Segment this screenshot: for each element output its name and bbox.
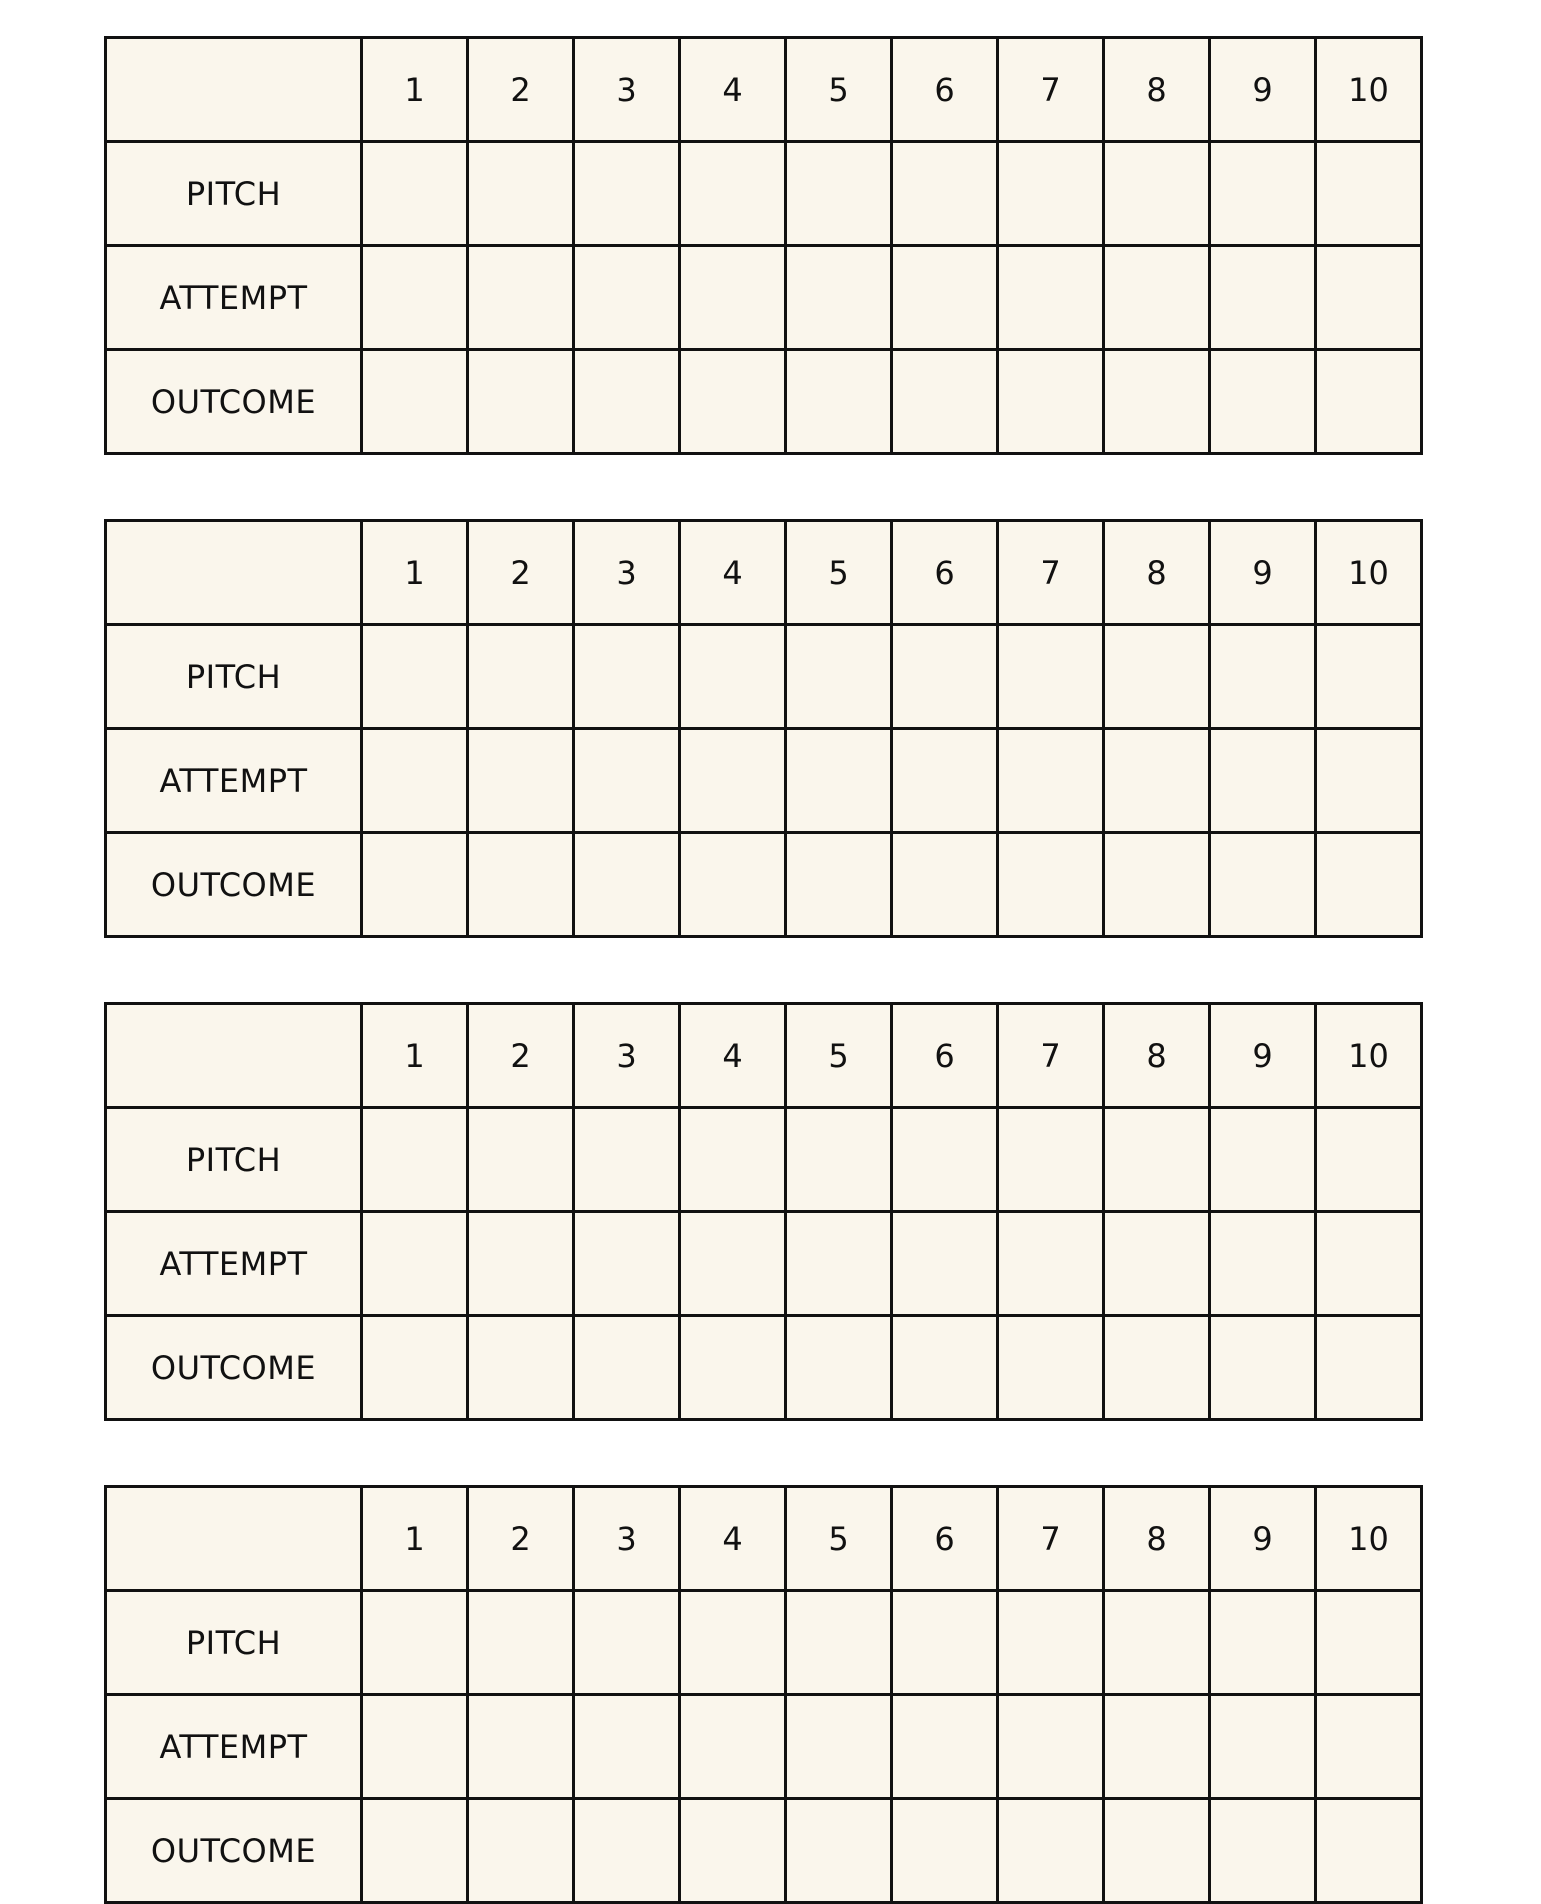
entry-cell[interactable] [1104,246,1210,350]
entry-cell[interactable] [574,729,680,833]
row-attempt [106,1695,1422,1799]
entry-cell[interactable] [574,833,680,937]
entry-cell[interactable] [362,142,468,246]
column-number: 4 [680,38,786,142]
entry-cell[interactable] [998,625,1104,729]
column-number: 7 [998,1487,1104,1591]
entry-cell[interactable] [892,1591,998,1695]
entry-cell[interactable] [786,1799,892,1903]
entry-cell[interactable] [786,1108,892,1212]
entry-cell[interactable] [786,350,892,454]
column-number: 2 [468,1004,574,1108]
entry-cell[interactable] [1210,142,1316,246]
entry-cell[interactable] [1210,625,1316,729]
row-label: ATTEMPT [106,729,362,833]
column-number: 6 [892,38,998,142]
entry-cell[interactable] [680,1591,786,1695]
column-number: 3 [574,521,680,625]
entry-cell[interactable] [1316,625,1422,729]
entry-cell[interactable] [574,350,680,454]
entry-cell[interactable] [1104,1212,1210,1316]
entry-cell[interactable] [1316,142,1422,246]
row-pitch [106,1108,1422,1212]
entry-cell[interactable] [1104,833,1210,937]
entry-cell[interactable] [574,1108,680,1212]
entry-cell[interactable] [786,246,892,350]
column-number: 8 [1104,1004,1210,1108]
entry-cell[interactable] [574,246,680,350]
row-outcome [106,350,1422,454]
score-table [104,519,1423,938]
entry-cell[interactable] [1210,1591,1316,1695]
entry-cell[interactable] [1210,833,1316,937]
entry-cell[interactable] [574,1212,680,1316]
row-label: OUTCOME [106,350,362,454]
row-label: PITCH [106,1591,362,1695]
header-row [106,521,1422,625]
entry-cell[interactable] [998,246,1104,350]
entry-cell[interactable] [892,246,998,350]
row-outcome [106,1316,1422,1420]
entry-cell[interactable] [892,833,998,937]
column-number: 4 [680,1004,786,1108]
entry-cell[interactable] [680,1695,786,1799]
entry-cell[interactable] [1104,142,1210,246]
entry-cell[interactable] [574,625,680,729]
entry-cell[interactable] [362,246,468,350]
entry-cell[interactable] [1104,1316,1210,1420]
entry-cell[interactable] [1210,1108,1316,1212]
column-number: 2 [468,521,574,625]
column-number: 7 [998,521,1104,625]
entry-cell[interactable] [1316,1799,1422,1903]
column-number: 2 [468,1487,574,1591]
column-number: 5 [786,1004,892,1108]
entry-cell[interactable] [892,729,998,833]
entry-cell[interactable] [574,142,680,246]
column-number: 9 [1210,521,1316,625]
entry-cell[interactable] [680,729,786,833]
header-row [106,1487,1422,1591]
row-label: PITCH [106,625,362,729]
row-label: ATTEMPT [106,1212,362,1316]
row-label: OUTCOME [106,1799,362,1903]
entry-cell[interactable] [680,1799,786,1903]
column-number: 6 [892,1487,998,1591]
score-table [104,36,1423,455]
column-number: 9 [1210,38,1316,142]
entry-cell[interactable] [786,1591,892,1695]
row-label: OUTCOME [106,833,362,937]
entry-cell[interactable] [1316,1591,1422,1695]
entry-cell[interactable] [468,1212,574,1316]
row-label: ATTEMPT [106,246,362,350]
entry-cell[interactable] [786,625,892,729]
entry-cell[interactable] [892,1108,998,1212]
column-number: 3 [574,38,680,142]
row-attempt [106,729,1422,833]
entry-cell[interactable] [998,1212,1104,1316]
entry-cell[interactable] [362,1695,468,1799]
entry-cell[interactable] [362,1316,468,1420]
entry-cell[interactable] [998,1591,1104,1695]
entry-cell[interactable] [468,1108,574,1212]
entry-cell[interactable] [468,625,574,729]
entry-cell[interactable] [892,1799,998,1903]
column-number: 2 [468,38,574,142]
row-label: ATTEMPT [106,1695,362,1799]
column-number: 10 [1316,1487,1422,1591]
entry-cell[interactable] [1316,350,1422,454]
column-number: 8 [1104,1487,1210,1591]
entry-cell[interactable] [362,1799,468,1903]
entry-cell[interactable] [574,1695,680,1799]
entry-cell[interactable] [892,1695,998,1799]
entry-cell[interactable] [1210,246,1316,350]
header-row [106,38,1422,142]
row-pitch [106,625,1422,729]
entry-cell[interactable] [1316,1316,1422,1420]
entry-cell[interactable] [468,833,574,937]
row-label: OUTCOME [106,1316,362,1420]
entry-cell[interactable] [998,1108,1104,1212]
column-number: 6 [892,521,998,625]
entry-cell[interactable] [1210,729,1316,833]
row-outcome [106,833,1422,937]
entry-cell[interactable] [892,625,998,729]
entry-cell[interactable] [1104,350,1210,454]
entry-cell[interactable] [892,350,998,454]
column-number: 5 [786,521,892,625]
entry-cell[interactable] [1104,1591,1210,1695]
column-number: 10 [1316,521,1422,625]
entry-cell[interactable] [362,1591,468,1695]
entry-cell[interactable] [468,1799,574,1903]
corner-cell [106,1487,362,1591]
column-number: 7 [998,1004,1104,1108]
entry-cell[interactable] [1104,1799,1210,1903]
entry-cell[interactable] [1104,1108,1210,1212]
entry-cell[interactable] [998,1799,1104,1903]
row-pitch [106,142,1422,246]
entry-cell[interactable] [680,246,786,350]
entry-cell[interactable] [998,350,1104,454]
entry-cell[interactable] [468,1591,574,1695]
entry-cell[interactable] [786,729,892,833]
entry-cell[interactable] [1210,1316,1316,1420]
entry-cell[interactable] [1210,350,1316,454]
entry-cell[interactable] [468,1316,574,1420]
corner-cell [106,521,362,625]
entry-cell[interactable] [1316,833,1422,937]
column-number: 9 [1210,1487,1316,1591]
entry-cell[interactable] [1316,1108,1422,1212]
entry-cell[interactable] [680,1316,786,1420]
entry-cell[interactable] [680,625,786,729]
entry-cell[interactable] [362,729,468,833]
entry-cell[interactable] [1104,1695,1210,1799]
entry-cell[interactable] [892,142,998,246]
column-number: 3 [574,1004,680,1108]
entry-cell[interactable] [1210,1695,1316,1799]
entry-cell[interactable] [1104,625,1210,729]
entry-cell[interactable] [362,350,468,454]
entry-cell[interactable] [680,1108,786,1212]
row-pitch [106,1591,1422,1695]
entry-cell[interactable] [786,833,892,937]
entry-cell[interactable] [998,1316,1104,1420]
column-number: 5 [786,1487,892,1591]
entry-cell[interactable] [1210,1799,1316,1903]
column-number: 3 [574,1487,680,1591]
entry-cell[interactable] [574,1799,680,1903]
row-attempt [106,1212,1422,1316]
entry-cell[interactable] [680,833,786,937]
entry-cell[interactable] [362,1212,468,1316]
entry-cell[interactable] [468,246,574,350]
column-number: 4 [680,1487,786,1591]
entry-cell[interactable] [468,142,574,246]
entry-cell[interactable] [362,625,468,729]
entry-cell[interactable] [998,729,1104,833]
entry-cell[interactable] [468,350,574,454]
entry-cell[interactable] [1210,1212,1316,1316]
entry-cell[interactable] [998,833,1104,937]
entry-cell[interactable] [468,729,574,833]
column-number: 8 [1104,38,1210,142]
column-number: 1 [362,1004,468,1108]
entry-cell[interactable] [998,1695,1104,1799]
entry-cell[interactable] [1316,1212,1422,1316]
corner-cell [106,38,362,142]
entry-cell[interactable] [680,1212,786,1316]
entry-cell[interactable] [1316,1695,1422,1799]
column-number: 8 [1104,521,1210,625]
column-number: 1 [362,38,468,142]
column-number: 10 [1316,1004,1422,1108]
entry-cell[interactable] [892,1212,998,1316]
entry-cell[interactable] [362,1108,468,1212]
entry-cell[interactable] [468,1695,574,1799]
column-number: 5 [786,38,892,142]
column-number: 6 [892,1004,998,1108]
column-number: 1 [362,521,468,625]
score-table [104,1485,1423,1904]
column-number: 7 [998,38,1104,142]
entry-cell[interactable] [786,142,892,246]
row-outcome [106,1799,1422,1903]
column-number: 1 [362,1487,468,1591]
entry-cell[interactable] [680,142,786,246]
entry-cell[interactable] [680,350,786,454]
row-label: PITCH [106,142,362,246]
column-number: 4 [680,521,786,625]
header-row [106,1004,1422,1108]
row-label: PITCH [106,1108,362,1212]
entry-cell[interactable] [1316,729,1422,833]
entry-cell[interactable] [998,142,1104,246]
corner-cell [106,1004,362,1108]
entry-cell[interactable] [1104,729,1210,833]
entry-cell[interactable] [574,1316,680,1420]
entry-cell[interactable] [574,1591,680,1695]
entry-cell[interactable] [362,833,468,937]
entry-cell[interactable] [786,1695,892,1799]
entry-cell[interactable] [786,1316,892,1420]
score-table [104,1002,1423,1421]
row-attempt [106,246,1422,350]
entry-cell[interactable] [892,1316,998,1420]
column-number: 9 [1210,1004,1316,1108]
entry-cell[interactable] [786,1212,892,1316]
column-number: 10 [1316,38,1422,142]
entry-cell[interactable] [1316,246,1422,350]
